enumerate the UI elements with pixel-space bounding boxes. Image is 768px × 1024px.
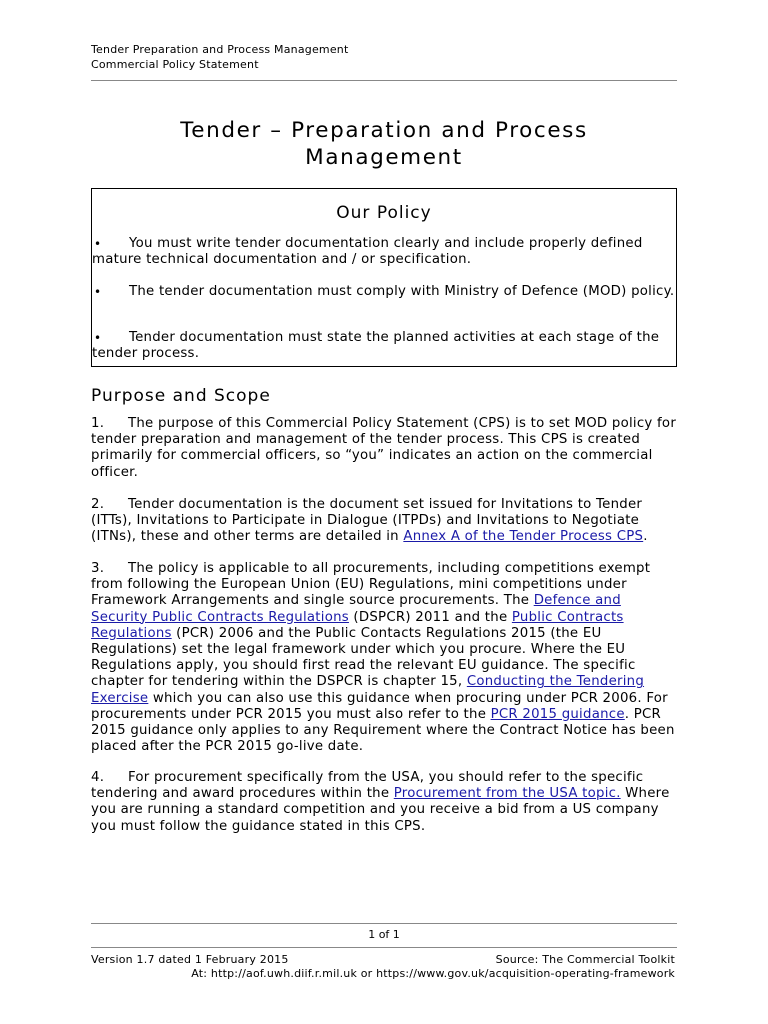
header-line-1: Tender Preparation and Process Management	[91, 43, 349, 56]
paragraph-text: which you can also use this guidance when procuring under PCR 2006. For procurements under PCR 2015 you must also refer to the	[91, 690, 668, 722]
pcr-link[interactable]: Public Contracts Regulations	[91, 609, 624, 641]
policy-bullet-2	[92, 284, 676, 300]
footer-divider-top	[91, 923, 677, 924]
location-text: At: http://aof.uwh.diif.r.mil.uk or https://www.gov.uk/acquisition-operating-framework	[191, 967, 675, 980]
header-divider	[91, 80, 677, 81]
paragraph-text: (DSPCR) 2011 and the	[348, 609, 512, 625]
paragraph-text: The policy is applicable to all procurements, including competitions exempt from following the European Union (EU) Regulations, mini competitions under Framework Arrangements and single source procurements. The	[91, 561, 651, 609]
paragraph-text: (PCR) 2006 and the Public Contacts Regulations 2015 (the EU Regulations) set the legal framework under which you procure. Where the EU Regulations apply, you should first read the relevant EU guidance. The specific chapter for tendering within the DSPCR is chapter 15,	[91, 625, 636, 690]
tendering-exercise-link[interactable]: Conducting the Tendering Exercise	[91, 674, 645, 706]
version-text: Version 1.7 dated 1 February 2015	[91, 953, 289, 966]
usa-procurement-link[interactable]: Procurement from the USA topic.	[393, 786, 621, 802]
paragraph-text: For procurement specifically from the USA, you should refer to the specific tendering and award procedures within the	[91, 770, 644, 802]
policy-heading: Our Policy	[336, 203, 432, 223]
annex-a-link[interactable]: Annex A of the Tender Process CPS	[403, 529, 644, 545]
bullet-icon: •	[94, 331, 102, 345]
bullet-icon: •	[94, 285, 102, 299]
paragraph-1	[91, 416, 677, 481]
paragraph-number: 4.	[91, 770, 105, 785]
pcr-2015-guidance-link[interactable]: PCR 2015 guidance	[490, 706, 625, 722]
paragraph-text: Tender documentation is the document set issued for Invitations to Tender (ITTs), Invitations to Participate in Dialogue (ITPDs) and Invitations to Negotiate (ITNs), these and other terms are detailed in	[91, 497, 643, 545]
paragraph-number: 1.	[91, 416, 105, 431]
paragraph-number: 2.	[91, 497, 105, 512]
paragraph-text: Where you are running a standard competition and you receive a bid from a US company you must follow the guidance stated in this CPS.	[91, 786, 670, 834]
paragraph-4	[91, 770, 677, 835]
bullet-icon: •	[94, 237, 102, 251]
page-number: 1 of 1	[368, 928, 400, 941]
section-heading: Purpose and Scope	[91, 386, 271, 406]
source-text: Source: The Commercial Toolkit	[495, 953, 675, 966]
paragraph-text: .	[643, 529, 648, 545]
paragraph-3	[91, 561, 677, 755]
title-line-2: Management	[305, 145, 463, 170]
page-title	[91, 117, 677, 171]
policy-bullet-text: The tender documentation must comply with Ministry of Defence (MOD) policy.	[129, 284, 675, 299]
title-line-1: Tender – Preparation and Process	[180, 118, 588, 143]
paragraph-number: 3.	[91, 561, 105, 576]
running-header	[91, 43, 348, 72]
footer-divider-bottom	[91, 947, 677, 948]
policy-bullet-text: You must write tender documentation clearly and include properly defined mature technical documentation and / or specification.	[92, 236, 643, 267]
paragraph-2	[91, 497, 677, 546]
policy-bullet-3	[92, 330, 676, 362]
policy-bullet-1	[92, 236, 676, 268]
paragraph-text: The purpose of this Commercial Policy Statement (CPS) is to set MOD policy for tender preparation and management of the tender process. This CPS is created primarily for commercial officers, so “you” indicates an action on the commercial officer.	[91, 416, 677, 480]
paragraph-text: . PCR 2015 guidance only applies to any Requirement where the Contract Notice has been placed after the PCR 2015 go-live date.	[91, 706, 675, 755]
dspcr-link[interactable]: Defence and Security Public Contracts Regulations	[91, 593, 621, 625]
policy-box	[91, 188, 677, 367]
policy-bullet-text: Tender documentation must state the planned activities at each stage of the tender process.	[92, 330, 660, 361]
header-line-2: Commercial Policy Statement	[91, 57, 259, 71]
